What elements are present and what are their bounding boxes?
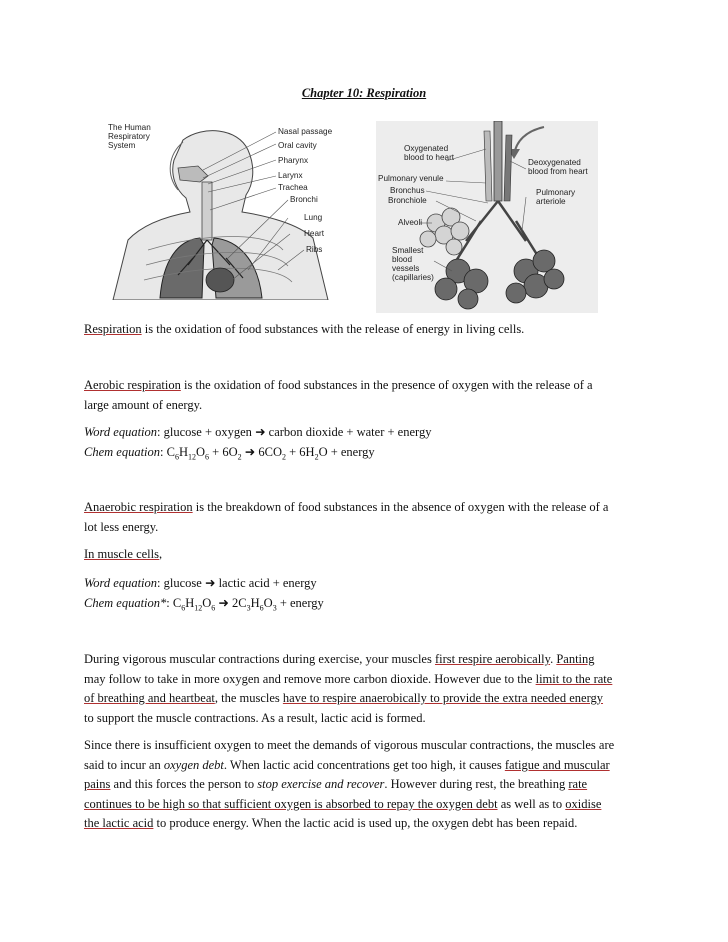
anaerobic-equations — [84, 574, 650, 613]
highlight-text: the lactic acid — [84, 816, 154, 831]
label-pulmonary-arteriole: Pulmonary — [536, 188, 576, 197]
label-ribs: Ribs — [306, 245, 323, 254]
paragraph-text: During vigorous muscular contractions during exercise, your muscles — [84, 652, 435, 666]
emphasis-text: stop exercise and recover — [257, 777, 385, 792]
label-oxygenated: blood to heart — [404, 153, 455, 162]
label-capillaries: blood — [392, 255, 413, 264]
label-deoxygenated: Deoxygenated — [528, 158, 581, 167]
equation-text: : glucose + oxygen — [157, 425, 256, 439]
subscript: 3 — [246, 603, 251, 613]
equation-label: Chem equation* — [84, 595, 167, 610]
equation-text: : C — [160, 444, 175, 459]
label-capillaries: Smallest — [392, 246, 424, 255]
subscript: 2 — [314, 452, 319, 462]
subscript: 12 — [194, 603, 203, 613]
label-capillaries: vessels — [392, 264, 420, 273]
label-alveoli: Alveoli — [398, 218, 423, 227]
label-larynx: Larynx — [278, 171, 303, 180]
equation-text: H — [178, 444, 189, 459]
highlight-text: rate — [568, 777, 588, 792]
arrow-icon: ➜ — [204, 576, 216, 590]
page-title: Chapter 10: Respiration — [301, 86, 427, 100]
highlight-text: continues to be high so that sufficient oxygen is absorbed to repay the oxygen debt — [84, 796, 498, 811]
equation-text: lactic acid + energy — [215, 576, 317, 590]
aerobic-word-equation — [84, 423, 650, 443]
subscript: 6 — [205, 452, 210, 462]
label-capillaries: (capillaries) — [392, 273, 434, 282]
figure-caption-line: System — [108, 141, 136, 150]
paragraph-text: Since there is insufficient oxygen to meet the demands of vigorous muscular contractions, the muscles are — [84, 738, 615, 752]
equation-text: O — [202, 595, 212, 610]
term-respiration: Respiration — [84, 322, 142, 336]
paragraph-text: , the muscles — [214, 691, 283, 706]
arrow-icon: ➜ — [244, 444, 256, 459]
paragraph-text: said to incur an — [84, 757, 164, 772]
subscript: 3 — [272, 603, 277, 613]
equation-text: 6CO — [255, 444, 282, 459]
equation-text: + 6H — [285, 444, 315, 459]
equation-text: carbon dioxide + water + energy — [265, 425, 432, 439]
heading-punctuation: , — [158, 547, 163, 561]
figure-caption-line: Respiratory — [108, 132, 150, 141]
subscript: 6 — [259, 603, 264, 613]
term-aerobic-respiration: Aerobic respiration — [84, 378, 181, 392]
anaerobic-definition — [84, 498, 650, 537]
definition-text: lot less energy. — [84, 519, 159, 534]
aerobic-definition — [84, 376, 650, 415]
label-heart: Heart — [304, 229, 325, 238]
highlight-text: have to respire anaerobically to provide the extra needed energy — [282, 691, 604, 706]
respiratory-system-figure — [108, 120, 348, 300]
subscript: 12 — [188, 452, 197, 462]
oxygen-debt-paragraph — [84, 736, 650, 834]
highlight-text: limit to the rate — [535, 671, 613, 686]
label-pharynx: Pharynx — [278, 156, 309, 165]
term-anaerobic-respiration: Anaerobic respiration — [84, 500, 193, 514]
equation-text: O — [263, 595, 273, 610]
anaerobic-chem-equation — [84, 594, 650, 614]
label-pulmonary-venule: Pulmonary venule — [378, 174, 444, 183]
paragraph-text: and this forces the person to — [110, 777, 258, 792]
equation-text: 2C — [228, 595, 247, 610]
paragraph-text: to support the muscle contractions. As a result, lactic acid is formed. — [84, 710, 426, 725]
highlight-text: pains — [84, 777, 111, 792]
definition-text: is the oxidation of food substances with the release of energy in living cells. — [141, 322, 525, 336]
heading-text: In muscle cells — [84, 547, 159, 561]
equation-text: O + energy — [318, 444, 375, 459]
subscript: 6 — [211, 603, 216, 613]
highlight-text: first respire aerobically — [434, 652, 551, 666]
equation-text: : C — [166, 595, 182, 610]
label-oxygenated: Oxygenated — [404, 144, 449, 153]
arrow-icon: ➜ — [218, 595, 229, 610]
equation-label: Word equation — [84, 576, 158, 590]
highlight-text: oxidise — [565, 796, 602, 811]
definition-text: is the oxidation of food substances in the presence of oxygen with the release of a — [180, 378, 593, 392]
label-nasal-passage: Nasal passage — [278, 127, 333, 136]
equation-text: O — [196, 444, 206, 459]
label-trachea: Trachea — [278, 183, 308, 192]
label-pulmonary-arteriole: arteriole — [536, 197, 566, 206]
subscript: 6 — [181, 603, 186, 613]
label-bronchus: Bronchus — [390, 186, 425, 195]
label-bronchiole: Bronchiole — [388, 196, 427, 205]
definition-text: is the breakdown of food substances in the absence of oxygen with the release of a — [192, 500, 609, 514]
figure-caption-line: The Human — [108, 123, 151, 132]
label-deoxygenated: blood from heart — [528, 167, 588, 176]
highlight-text: Panting — [556, 652, 595, 666]
aerobic-equations — [84, 423, 650, 462]
equation-text: + energy — [276, 595, 324, 610]
aerobic-chem-equation — [84, 443, 650, 463]
equation-text: H — [250, 595, 260, 610]
paragraph-text: . When lactic acid concentrations get too high, it causes — [223, 757, 505, 772]
respiration-definition — [84, 320, 650, 340]
equation-label: Chem equation — [84, 444, 161, 459]
equation-text: H — [185, 595, 195, 610]
subscript: 2 — [237, 452, 242, 462]
definition-text: large amount of energy. — [84, 397, 203, 412]
arrow-icon: ➜ — [255, 425, 266, 439]
paragraph-text: to produce energy. When the lactic acid is used up, the oxygen debt has been repaid. — [153, 816, 578, 831]
highlight-text: fatigue and muscular — [504, 757, 610, 772]
equation-label: Word equation — [84, 425, 158, 439]
emphasis-text: oxygen debt — [163, 757, 224, 772]
label-oral-cavity: Oral cavity — [278, 141, 317, 150]
paragraph-text: . However during rest, the breathing — [384, 777, 569, 792]
exercise-paragraph — [84, 650, 650, 728]
subscript: 2 — [281, 452, 286, 462]
paragraph-text: may follow to take in more oxygen and remove more carbon dioxide. However due to the — [84, 671, 536, 686]
paragraph-text: as well as to — [497, 796, 566, 811]
alveoli-figure — [376, 121, 598, 313]
equation-text: + 6O — [209, 444, 238, 459]
label-bronchi: Bronchi — [290, 195, 318, 204]
muscle-cells-heading — [84, 545, 650, 565]
paragraph-text: . — [550, 652, 557, 666]
label-lung: Lung — [304, 213, 323, 222]
equation-text: : glucose — [157, 576, 205, 590]
anaerobic-word-equation — [84, 574, 650, 594]
subscript: 6 — [174, 452, 179, 462]
highlight-text: of breathing and heartbeat — [84, 691, 215, 706]
